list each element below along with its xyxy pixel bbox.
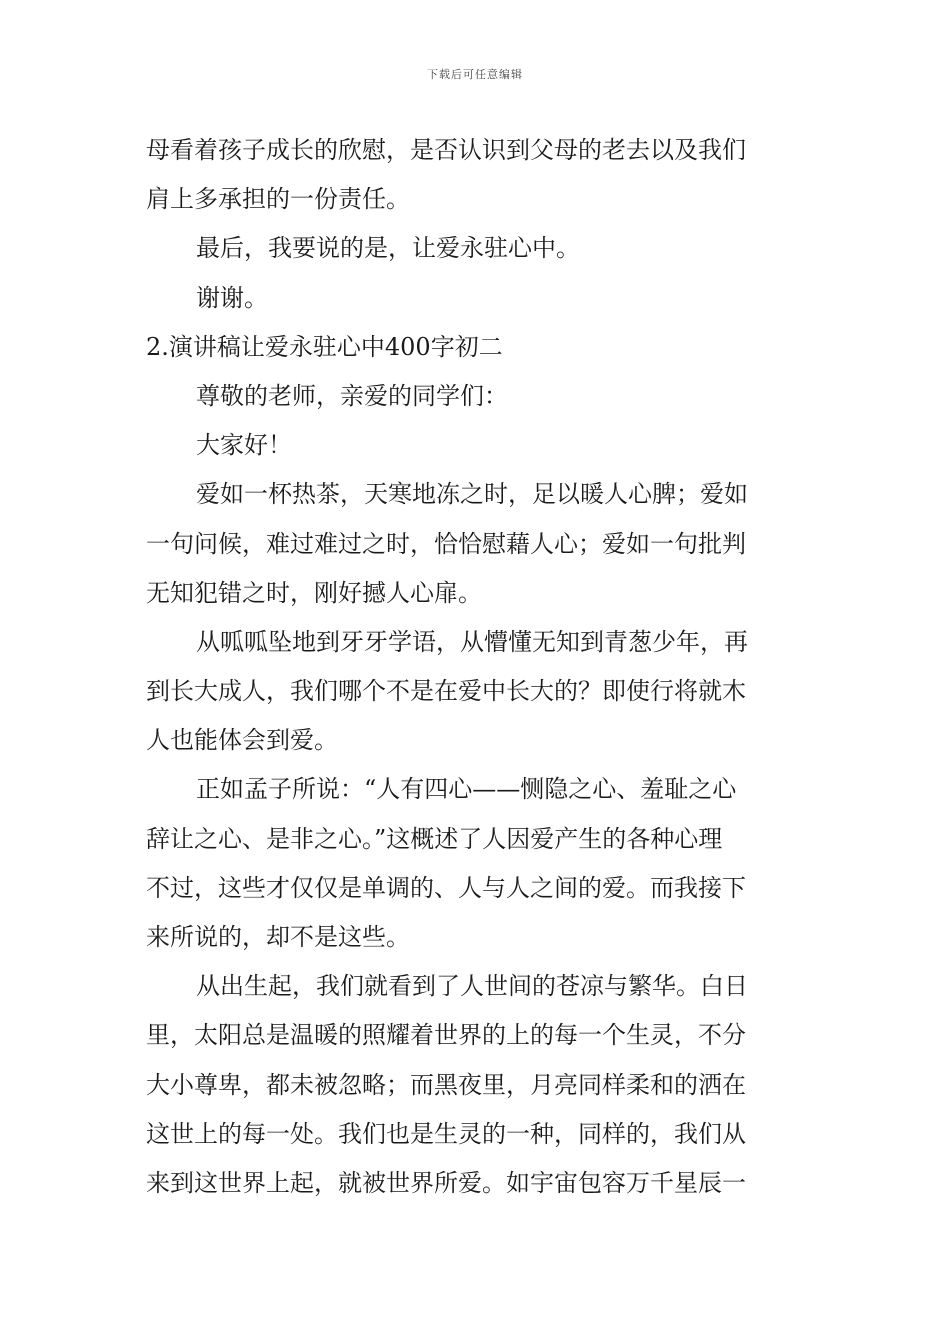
text-line: 不过，这些才仅仅是单调的、人与人之间的爱。而我接下 xyxy=(146,873,746,902)
text-line: 尊敬的老师，亲爱的同学们： xyxy=(196,381,508,410)
text-line: 来所说的，却不是这些。 xyxy=(146,923,410,951)
text-line: 谢谢。 xyxy=(196,283,268,312)
text-line: 从出生起，我们就看到了人世间的苍凉与繁华。白日 xyxy=(196,972,748,1001)
text-line: 这世上的每一处。我们也是生灵的一种，同样的，我们从 xyxy=(146,1119,746,1148)
text-line: 大家好！ xyxy=(196,431,292,460)
text-line: 最后，我要说的是，让爱永驻心中。 xyxy=(196,234,580,263)
text-line: 辞让之心、是非之心。”这概述了人因爱产生的各种心理 xyxy=(146,824,723,853)
text-line: 母看着孩子成长的欣慰，是否认识到父母的老去以及我们 xyxy=(146,136,746,164)
text-line: 肩上多承担的一份责任。 xyxy=(146,185,410,214)
page-header: 下载后可任意编辑 xyxy=(427,68,523,81)
text-line: 一句问候，难过难过之时，恰恰慰藉人心；爱如一句批判 xyxy=(146,529,746,558)
document-body xyxy=(146,126,808,1208)
text-line: 来到这世界上起，就被世界所爱。如宇宙包容万千星辰一 xyxy=(146,1168,746,1197)
text-line: 到长大成人，我们哪个不是在爱中长大的？即使行将就木 xyxy=(146,677,746,706)
text-line: 大小尊卑，都未被忽略；而黑夜里，月亮同样柔和的洒在 xyxy=(146,1070,746,1099)
text-line: 正如孟子所说：“人有四心——恻隐之心、羞耻之心 xyxy=(196,775,737,804)
text-line: 从呱呱坠地到牙牙学语，从懵懂无知到青葱少年，再 xyxy=(196,627,748,656)
text-line: 里，太阳总是温暖的照耀着世界的上的每一个生灵，不分 xyxy=(146,1021,746,1050)
text-line: 无知犯错之时，刚好撼人心扉。 xyxy=(146,578,482,607)
text-line: 2.演讲稿让爱永驻心中400字初二 xyxy=(146,332,503,361)
text-line: 人也能体会到爱。 xyxy=(146,726,338,755)
text-line: 爱如一杯热茶，天寒地冻之时，足以暖人心脾；爱如 xyxy=(196,480,748,509)
